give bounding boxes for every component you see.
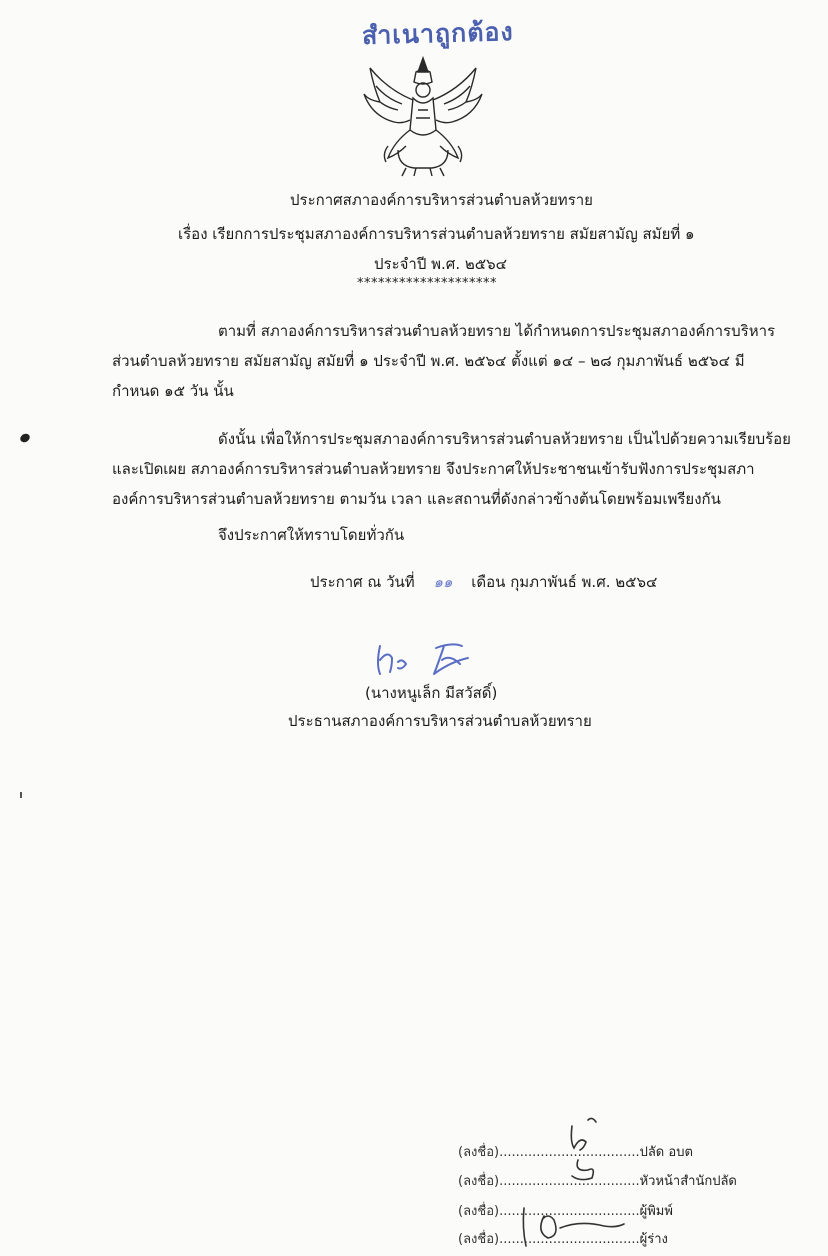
paragraph-2-line-1: ดังนั้น เพื่อให้การประชุมสภาองค์การบริหารส่วนตำบลห้วยทราย เป็นไปด้วยความเรียบร้อย bbox=[218, 430, 791, 448]
paragraph-2-line-2: และเปิดเผย สภาองค์การบริหารส่วนตำบลห้วยทราย จึงประกาศให้ประชาชนเข้ารับฟังการประชุมสภา bbox=[112, 460, 755, 478]
date-suffix: เดือน กุมภาพันธ์ พ.ศ. ๒๕๖๔ bbox=[471, 573, 658, 591]
handwritten-signature bbox=[372, 636, 482, 680]
paragraph-3: จึงประกาศให้ทราบโดยทั่วกัน bbox=[218, 526, 405, 544]
approval-dots: .................................. bbox=[499, 1145, 640, 1160]
garuda-emblem-icon bbox=[358, 50, 488, 180]
approval-label: (ลงชื่อ) bbox=[458, 1232, 500, 1247]
approval-dots: .................................. bbox=[499, 1204, 640, 1219]
approval-role: หัวหน้าสำนักปลัด bbox=[639, 1174, 737, 1189]
approval-label: (ลงชื่อ) bbox=[458, 1174, 500, 1189]
ink-mark bbox=[20, 792, 22, 798]
approval-dots: .................................. bbox=[499, 1232, 640, 1247]
paragraph-1-line-3: กำหนด ๑๕ วัน นั้น bbox=[112, 382, 234, 400]
approval-role: ปลัด อบต bbox=[639, 1145, 693, 1160]
approval-role: ผู้พิมพ์ bbox=[639, 1204, 673, 1219]
ink-mark bbox=[19, 432, 32, 444]
signatory-name: (นางหนูเล็ก มีสวัสดิ์) bbox=[365, 684, 498, 702]
signatory-title: ประธานสภาองค์การบริหารส่วนตำบลห้วยทราย bbox=[288, 712, 592, 730]
announcement-year: ประจำปี พ.ศ. ๒๕๖๔ bbox=[374, 255, 507, 273]
paragraph-1-line-1: ตามที่ สภาองค์การบริหารส่วนตำบลห้วยทราย ได้กำหนดการประชุมสภาองค์การบริหาร bbox=[218, 322, 776, 340]
header-divider: ******************** bbox=[357, 276, 497, 291]
approval-initials bbox=[500, 1108, 660, 1256]
date-day: ๑๑ bbox=[433, 573, 453, 591]
paragraph-1-line-2: ส่วนตำบลห้วยทราย สมัยสามัญ สมัยที่ ๑ ประจำปี พ.ศ. ๒๕๖๔ ตั้งแต่ ๑๔ – ๒๘ กุมภาพันธ์ ๒๕๖๔ มี bbox=[112, 352, 745, 370]
approval-label: (ลงชื่อ) bbox=[458, 1204, 500, 1219]
approval-label: (ลงชื่อ) bbox=[458, 1145, 500, 1160]
approval-role: ผู้ร่าง bbox=[639, 1232, 668, 1247]
date-prefix: ประกาศ ณ วันที่ bbox=[310, 573, 415, 591]
approval-dots: .................................. bbox=[499, 1174, 640, 1189]
paragraph-2-line-3: องค์การบริหารส่วนตำบลห้วยทราย ตามวัน เวลา และสถานที่ดังกล่าวข้างต้นโดยพร้อมเพรียงกัน bbox=[112, 490, 721, 508]
announcement-date bbox=[310, 567, 657, 597]
announcement-subject: เรื่อง เรียกการประชุมสภาองค์การบริหารส่วนตำบลห้วยทราย สมัยสามัญ สมัยที่ ๑ bbox=[178, 225, 695, 243]
announcement-title: ประกาศสภาองค์การบริหารส่วนตำบลห้วยทราย bbox=[290, 191, 593, 209]
copy-stamp: สำเนาถูกต้อง bbox=[361, 17, 515, 50]
